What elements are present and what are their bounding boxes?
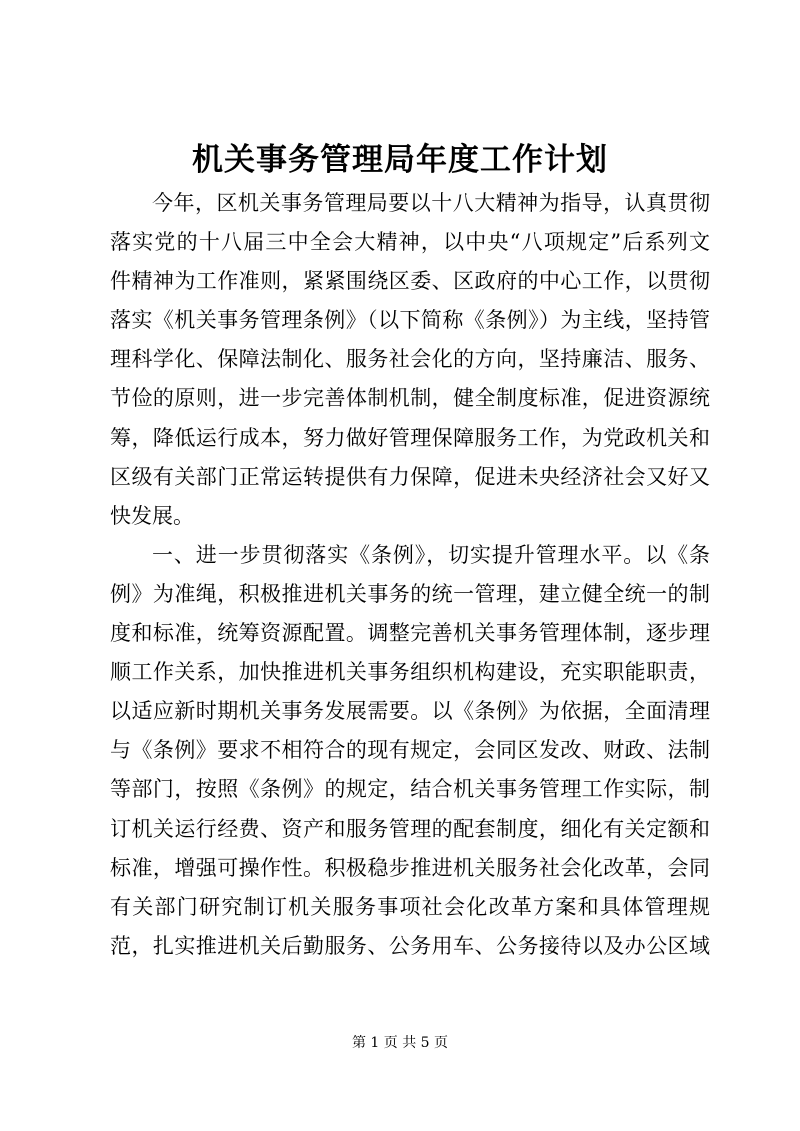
paragraph-1-line: 理科学化、保障法制化、服务社会化的方向，坚持廉洁、服务、 <box>110 347 710 372</box>
paragraph-2-line: 例》为准绳，积极推进机关事务的统一管理，建立健全统一的制 <box>110 581 710 606</box>
paragraph-1-line: 落实《机关事务管理条例》（以下简称《条例》）为主线，坚持管 <box>110 308 710 333</box>
paragraph-1-line: 筹，降低运行成本，努力做好管理保障服务工作，为党政机关和 <box>110 425 710 450</box>
paragraph-2-line: 范，扎实推进机关后勤服务、公务用车、公务接待以及办公区域 <box>110 933 710 958</box>
paragraph-2-line: 与《条例》要求不相符合的现有规定，会同区发改、财政、法制 <box>110 738 710 763</box>
paragraph-1-line: 今年，区机关事务管理局要以十八大精神为指导，认真贯彻 <box>152 191 710 215</box>
paragraph-2-line: 顺工作关系，加快推进机关事务组织机构建设，充实职能职责， <box>110 660 710 685</box>
paragraph-2-line: 度和标准，统筹资源配置。调整完善机关事务管理体制，逐步理 <box>110 621 710 646</box>
document-body <box>110 184 710 966</box>
paragraph-1-line: 区级有关部门正常运转提供有力保障，促进未央经济社会又好又 <box>110 464 710 489</box>
paragraph-2-line: 标准，增强可操作性。积极稳步推进机关服务社会化改革，会同 <box>110 855 710 880</box>
page-number-footer: 第 1 页 共 5 页 <box>351 1035 449 1051</box>
paragraph-2-line: 有关部门研究制订机关服务事项社会化改革方案和具体管理规 <box>110 894 710 919</box>
paragraph-1-line: 落实党的十八届三中全会大精神，以中央“八项规定”后系列文 <box>110 230 710 255</box>
paragraph-2-line: 等部门，按照《条例》的规定，结合机关事务管理工作实际，制 <box>110 777 710 802</box>
paragraph-1-line: 件精神为工作准则，紧紧围绕区委、区政府的中心工作，以贯彻 <box>110 269 710 294</box>
paragraph-1-line: 快发展。 <box>110 503 194 528</box>
paragraph-1-line: 节俭的原则，进一步完善体制机制，健全制度标准，促进资源统 <box>110 386 710 411</box>
document-title: 机关事务管理局年度工作计划 <box>192 142 608 178</box>
paragraph-2-line: 以适应新时期机关事务发展需要。以《条例》为依据，全面清理 <box>110 699 710 724</box>
paragraph-2-line: 一、进一步贯彻落实《条例》，切实提升管理水平。以《条 <box>152 542 710 567</box>
paragraph-2-line: 订机关运行经费、资产和服务管理的配套制度，细化有关定额和 <box>110 816 710 841</box>
